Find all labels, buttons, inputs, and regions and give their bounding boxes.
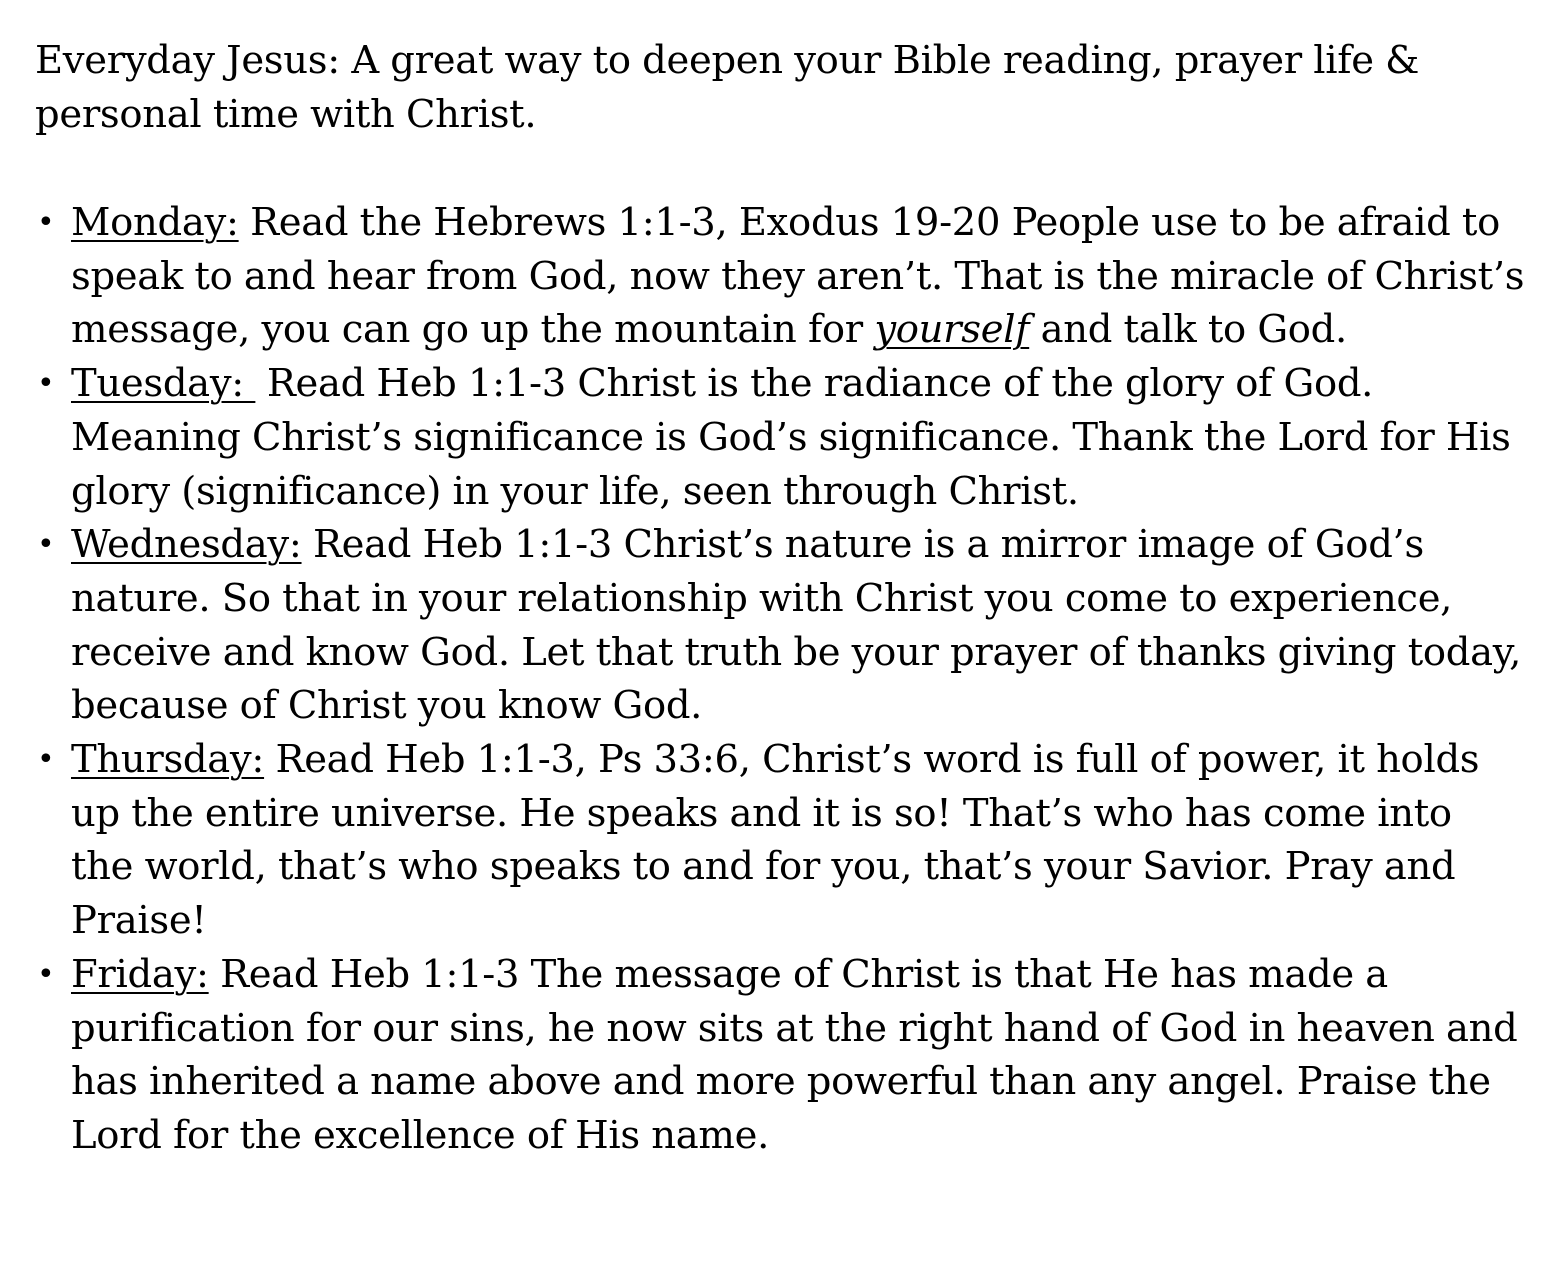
day-text-wednesday: Read Heb 1:1-3 Christ’s nature is a mirror image of God’s nature. So that in your relationship with Christ you come to experience, receive and know God. Let that truth be your prayer of thanks giving today, because of Christ you know God. <box>71 522 1522 729</box>
list-item-thursday <box>35 733 1525 948</box>
day-label-monday: Monday: <box>71 200 239 245</box>
list-item-friday <box>35 948 1525 1163</box>
document-page <box>35 34 1525 1163</box>
day-label-thursday: Thursday: <box>71 737 265 783</box>
blank-line <box>35 142 1525 196</box>
day-text-monday-end: and talk to God. <box>1029 307 1347 353</box>
day-label-tuesday: Tuesday: <box>71 361 256 407</box>
emphasis-yourself: yourself <box>874 307 1030 353</box>
day-text-monday: Read the Hebrews 1:1-3, Exodus 19-20 People use to be afraid to speak to and hear from God, now they aren’t. That is the miracle of Christ’s message, you can go up the mountain for <box>71 200 1525 353</box>
day-label-wednesday: Wednesday: <box>71 522 302 568</box>
list-item-tuesday <box>35 357 1525 518</box>
day-text-friday: Read Heb 1:1-3 The message of Christ is that He has made a purification for our sins, he now sits at the right hand of God in heaven and has inherited a name above and more powerful than any angel. Praise the Lord for the excellence of His name. <box>71 951 1518 1158</box>
day-label-friday: Friday: <box>71 951 209 997</box>
list-item-wednesday <box>35 518 1525 733</box>
intro-line-2: personal time with Christ. <box>35 92 537 137</box>
bullet-icon: • <box>37 527 55 563</box>
intro-paragraph <box>35 34 1525 142</box>
bullet-icon: • <box>37 956 55 992</box>
intro-line-1: Everyday Jesus: A great way to deepen your Bible reading, prayer life & <box>35 38 1420 83</box>
day-text-thursday: Read Heb 1:1-3, Ps 33:6, Christ’s word is full of power, it holds up the entire universe. He speaks and it is so! That’s who has come into the world, that’s who speaks to and for you, that’s your Savior. Pray and Praise! <box>71 737 1480 944</box>
list-item-monday <box>35 196 1525 357</box>
bullet-icon: • <box>37 742 55 778</box>
day-text-tuesday: Read Heb 1:1-3 Christ is the radiance of the glory of God. Meaning Christ’s significance is God’s significance. Thank the Lord for His glory (significance) in your life, seen through Christ. <box>71 361 1511 514</box>
bullet-icon: • <box>37 366 55 402</box>
bullet-icon: • <box>37 205 55 240</box>
weekday-list <box>35 196 1525 1163</box>
